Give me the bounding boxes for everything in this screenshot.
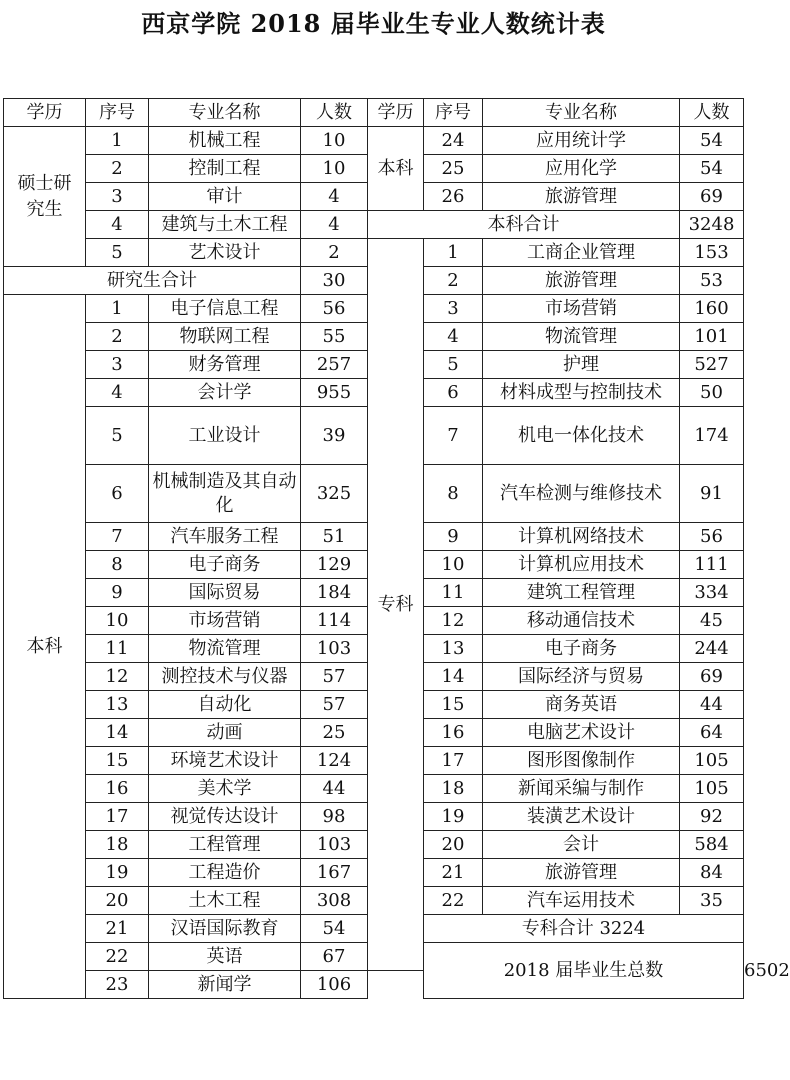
college-major-name-cell: 电脑艺术设计 bbox=[483, 719, 680, 747]
college-major-name-cell: 护理 bbox=[483, 351, 680, 379]
bachelor-serial-number-cell: 9 bbox=[86, 579, 149, 607]
bachelor-student-count-cell: 124 bbox=[301, 747, 368, 775]
college-major-name-cell: 移动通信技术 bbox=[483, 607, 680, 635]
bachelor-student-count-cell: 56 bbox=[301, 295, 368, 323]
bachelor-major-name-cell: 汽车服务工程 bbox=[149, 523, 301, 551]
bachelor-major-name-cell: 英语 bbox=[149, 943, 301, 971]
bachelor-major-name-cell: 电子信息工程 bbox=[149, 295, 301, 323]
bachelor-major-name-cell: 应用统计学 bbox=[483, 127, 680, 155]
college-major-name-cell: 商务英语 bbox=[483, 691, 680, 719]
college-serial-number-cell: 12 bbox=[424, 607, 483, 635]
college-serial-number-cell: 20 bbox=[424, 831, 483, 859]
master-serial-number-cell: 5 bbox=[86, 239, 149, 267]
college-student-count-cell: 160 bbox=[680, 295, 744, 323]
college-student-count-cell: 64 bbox=[680, 719, 744, 747]
master-major-name-cell: 艺术设计 bbox=[149, 239, 301, 267]
bachelor-serial-number-cell: 15 bbox=[86, 747, 149, 775]
college-major-name-cell: 会计 bbox=[483, 831, 680, 859]
bachelor-serial-number-cell: 14 bbox=[86, 719, 149, 747]
header-count: 人数 bbox=[301, 99, 368, 127]
bachelor-serial-number-cell: 12 bbox=[86, 663, 149, 691]
college-student-count-cell: 92 bbox=[680, 803, 744, 831]
master-serial-number-cell: 2 bbox=[86, 155, 149, 183]
college-major-name-cell: 旅游管理 bbox=[483, 267, 680, 295]
college-student-count-cell: 35 bbox=[680, 887, 744, 915]
bachelor-major-name-cell: 应用化学 bbox=[483, 155, 680, 183]
bachelor-student-count-cell: 54 bbox=[680, 155, 744, 183]
college-major-name-cell: 电子商务 bbox=[483, 635, 680, 663]
bachelor-major-name-cell: 新闻学 bbox=[149, 971, 301, 999]
college-serial-number-cell: 8 bbox=[424, 465, 483, 523]
bachelor-student-count-cell: 98 bbox=[301, 803, 368, 831]
master-serial-number-cell: 4 bbox=[86, 211, 149, 239]
college-serial-number-cell: 3 bbox=[424, 295, 483, 323]
master-student-count-cell: 4 bbox=[301, 183, 368, 211]
college-major-name-cell: 装潢艺术设计 bbox=[483, 803, 680, 831]
college-serial-number-cell: 17 bbox=[424, 747, 483, 775]
header-education: 学历 bbox=[4, 99, 86, 127]
bachelor-student-count-cell: 106 bbox=[301, 971, 368, 999]
master-major-name-cell: 机械工程 bbox=[149, 127, 301, 155]
bachelor-major-name-cell: 土木工程 bbox=[149, 887, 301, 915]
college-major-name-cell: 市场营销 bbox=[483, 295, 680, 323]
bachelor-student-count-cell: 67 bbox=[301, 943, 368, 971]
bachelor-major-name-cell: 物流管理 bbox=[149, 635, 301, 663]
bachelor-major-name-cell: 国际贸易 bbox=[149, 579, 301, 607]
master-student-count-cell: 10 bbox=[301, 127, 368, 155]
bachelor-serial-number-cell: 1 bbox=[86, 295, 149, 323]
bachelor-serial-number-cell: 8 bbox=[86, 551, 149, 579]
bachelor-serial-number-cell: 3 bbox=[86, 351, 149, 379]
college-serial-number-cell: 14 bbox=[424, 663, 483, 691]
college-major-name-cell: 国际经济与贸易 bbox=[483, 663, 680, 691]
bachelor-serial-number-cell: 18 bbox=[86, 831, 149, 859]
header-major: 专业名称 bbox=[483, 99, 680, 127]
bachelor-serial-number-cell: 4 bbox=[86, 379, 149, 407]
college-serial-number-cell: 10 bbox=[424, 551, 483, 579]
college-student-count-cell: 56 bbox=[680, 523, 744, 551]
bachelor-serial-number-cell: 17 bbox=[86, 803, 149, 831]
bachelor-serial-number-cell: 5 bbox=[86, 407, 149, 465]
bachelor-major-name-cell: 测控技术与仪器 bbox=[149, 663, 301, 691]
college-serial-number-cell: 22 bbox=[424, 887, 483, 915]
college-serial-number-cell: 13 bbox=[424, 635, 483, 663]
bachelor-major-name-cell: 自动化 bbox=[149, 691, 301, 719]
bachelor-student-count-cell: 325 bbox=[301, 465, 368, 523]
bachelor-major-name-cell: 电子商务 bbox=[149, 551, 301, 579]
education-label-college: 专科 bbox=[368, 239, 424, 971]
bachelor-serial-number-cell: 6 bbox=[86, 465, 149, 523]
bachelor-major-name-cell: 财务管理 bbox=[149, 351, 301, 379]
college-major-name-cell: 汽车运用技术 bbox=[483, 887, 680, 915]
college-serial-number-cell: 19 bbox=[424, 803, 483, 831]
bachelor-student-count-cell: 103 bbox=[301, 635, 368, 663]
bachelor-major-name-cell: 工程造价 bbox=[149, 859, 301, 887]
bachelor-student-count-cell: 57 bbox=[301, 663, 368, 691]
college-student-count-cell: 53 bbox=[680, 267, 744, 295]
header-major: 专业名称 bbox=[149, 99, 301, 127]
header-row bbox=[4, 99, 744, 127]
bachelor-student-count-cell: 44 bbox=[301, 775, 368, 803]
master-student-count-cell: 2 bbox=[301, 239, 368, 267]
header-number: 序号 bbox=[86, 99, 149, 127]
college-student-count-cell: 153 bbox=[680, 239, 744, 267]
bachelor-student-count-cell: 54 bbox=[680, 127, 744, 155]
college-student-count-cell: 111 bbox=[680, 551, 744, 579]
bachelor-student-count-cell: 129 bbox=[301, 551, 368, 579]
master-student-count-cell: 4 bbox=[301, 211, 368, 239]
bachelor-serial-number-cell: 19 bbox=[86, 859, 149, 887]
bachelor-student-count-cell: 51 bbox=[301, 523, 368, 551]
college-student-count-cell: 69 bbox=[680, 663, 744, 691]
education-label-master: 硕士研究生 bbox=[4, 127, 86, 267]
bachelor-serial-number-cell: 21 bbox=[86, 915, 149, 943]
college-serial-number-cell: 11 bbox=[424, 579, 483, 607]
bachelor-major-name-cell: 视觉传达设计 bbox=[149, 803, 301, 831]
bachelor-student-count-cell: 103 bbox=[301, 831, 368, 859]
master-major-name-cell: 审计 bbox=[149, 183, 301, 211]
header-number: 序号 bbox=[424, 99, 483, 127]
bachelor-student-count-cell: 55 bbox=[301, 323, 368, 351]
header-count: 人数 bbox=[680, 99, 744, 127]
bachelor-total-count: 3248 bbox=[680, 211, 744, 239]
education-label-bachelor: 本科 bbox=[4, 295, 86, 999]
education-label-bachelor-cont: 本科 bbox=[368, 127, 424, 211]
bachelor-student-count-cell: 308 bbox=[301, 887, 368, 915]
college-total: 专科合计 3224 bbox=[424, 915, 744, 943]
college-serial-number-cell: 21 bbox=[424, 859, 483, 887]
table-row: 22 英语 67 2018 届毕业生总数 6502 bbox=[4, 943, 744, 971]
master-serial-number-cell: 1 bbox=[86, 127, 149, 155]
bachelor-student-count-cell: 39 bbox=[301, 407, 368, 465]
bachelor-serial-number-cell: 25 bbox=[424, 155, 483, 183]
bachelor-serial-number-cell: 22 bbox=[86, 943, 149, 971]
bachelor-student-count-cell: 257 bbox=[301, 351, 368, 379]
college-student-count-cell: 584 bbox=[680, 831, 744, 859]
bachelor-serial-number-cell: 26 bbox=[424, 183, 483, 211]
college-student-count-cell: 334 bbox=[680, 579, 744, 607]
college-major-name-cell: 材料成型与控制技术 bbox=[483, 379, 680, 407]
bachelor-major-name-cell: 工程管理 bbox=[149, 831, 301, 859]
bachelor-serial-number-cell: 20 bbox=[86, 887, 149, 915]
bachelor-major-name-cell: 美术学 bbox=[149, 775, 301, 803]
college-serial-number-cell: 16 bbox=[424, 719, 483, 747]
table-row bbox=[4, 211, 744, 239]
college-serial-number-cell: 15 bbox=[424, 691, 483, 719]
bachelor-student-count-cell: 955 bbox=[301, 379, 368, 407]
master-major-name-cell: 建筑与土木工程 bbox=[149, 211, 301, 239]
grand-total-label: 2018 届毕业生总数 bbox=[424, 943, 744, 999]
bachelor-student-count-cell: 69 bbox=[680, 183, 744, 211]
college-student-count-cell: 105 bbox=[680, 747, 744, 775]
college-student-count-cell: 101 bbox=[680, 323, 744, 351]
college-serial-number-cell: 7 bbox=[424, 407, 483, 465]
table-row bbox=[4, 239, 744, 267]
bachelor-serial-number-cell: 13 bbox=[86, 691, 149, 719]
bachelor-major-name-cell: 环境艺术设计 bbox=[149, 747, 301, 775]
master-serial-number-cell: 3 bbox=[86, 183, 149, 211]
college-serial-number-cell: 9 bbox=[424, 523, 483, 551]
college-student-count-cell: 84 bbox=[680, 859, 744, 887]
college-student-count-cell: 45 bbox=[680, 607, 744, 635]
college-major-name-cell: 机电一体化技术 bbox=[483, 407, 680, 465]
bachelor-major-name-cell: 物联网工程 bbox=[149, 323, 301, 351]
bachelor-serial-number-cell: 11 bbox=[86, 635, 149, 663]
college-major-name-cell: 工商企业管理 bbox=[483, 239, 680, 267]
college-student-count-cell: 174 bbox=[680, 407, 744, 465]
college-student-count-cell: 244 bbox=[680, 635, 744, 663]
bachelor-serial-number-cell: 10 bbox=[86, 607, 149, 635]
bachelor-major-name-cell: 市场营销 bbox=[149, 607, 301, 635]
page-title: 西京学院 2018 届毕业生专业人数统计表 bbox=[141, 9, 606, 38]
bachelor-major-name-cell: 工业设计 bbox=[149, 407, 301, 465]
bachelor-major-name-cell: 汉语国际教育 bbox=[149, 915, 301, 943]
bachelor-student-count-cell: 25 bbox=[301, 719, 368, 747]
bachelor-serial-number-cell: 24 bbox=[424, 127, 483, 155]
college-major-name-cell: 汽车检测与维修技术 bbox=[483, 465, 680, 523]
bachelor-serial-number-cell: 23 bbox=[86, 971, 149, 999]
college-student-count-cell: 527 bbox=[680, 351, 744, 379]
bachelor-student-count-cell: 114 bbox=[301, 607, 368, 635]
college-serial-number-cell: 4 bbox=[424, 323, 483, 351]
bachelor-major-name-cell: 旅游管理 bbox=[483, 183, 680, 211]
college-student-count-cell: 91 bbox=[680, 465, 744, 523]
master-student-count-cell: 10 bbox=[301, 155, 368, 183]
master-total-label: 研究生合计 bbox=[4, 267, 301, 295]
college-major-name-cell: 建筑工程管理 bbox=[483, 579, 680, 607]
college-major-name-cell: 物流管理 bbox=[483, 323, 680, 351]
bachelor-total-label: 本科合计 bbox=[368, 211, 680, 239]
college-major-name-cell: 旅游管理 bbox=[483, 859, 680, 887]
table-row bbox=[4, 127, 744, 155]
bachelor-student-count-cell: 184 bbox=[301, 579, 368, 607]
bachelor-serial-number-cell: 16 bbox=[86, 775, 149, 803]
bachelor-major-name-cell: 会计学 bbox=[149, 379, 301, 407]
bachelor-student-count-cell: 54 bbox=[301, 915, 368, 943]
college-serial-number-cell: 6 bbox=[424, 379, 483, 407]
bachelor-serial-number-cell: 7 bbox=[86, 523, 149, 551]
college-serial-number-cell: 5 bbox=[424, 351, 483, 379]
college-student-count-cell: 105 bbox=[680, 775, 744, 803]
master-total-count: 30 bbox=[301, 267, 368, 295]
bachelor-student-count-cell: 57 bbox=[301, 691, 368, 719]
college-major-name-cell: 计算机应用技术 bbox=[483, 551, 680, 579]
college-serial-number-cell: 1 bbox=[424, 239, 483, 267]
college-student-count-cell: 44 bbox=[680, 691, 744, 719]
college-major-name-cell: 计算机网络技术 bbox=[483, 523, 680, 551]
college-student-count-cell: 50 bbox=[680, 379, 744, 407]
bachelor-serial-number-cell: 2 bbox=[86, 323, 149, 351]
college-major-name-cell: 图形图像制作 bbox=[483, 747, 680, 775]
header-education: 学历 bbox=[368, 99, 424, 127]
bachelor-major-name-cell: 机械制造及其自动化 bbox=[149, 465, 301, 523]
college-serial-number-cell: 18 bbox=[424, 775, 483, 803]
bachelor-major-name-cell: 动画 bbox=[149, 719, 301, 747]
bachelor-student-count-cell: 167 bbox=[301, 859, 368, 887]
master-major-name-cell: 控制工程 bbox=[149, 155, 301, 183]
college-major-name-cell: 新闻采编与制作 bbox=[483, 775, 680, 803]
college-serial-number-cell: 2 bbox=[424, 267, 483, 295]
graduate-statistics-table bbox=[3, 98, 790, 999]
